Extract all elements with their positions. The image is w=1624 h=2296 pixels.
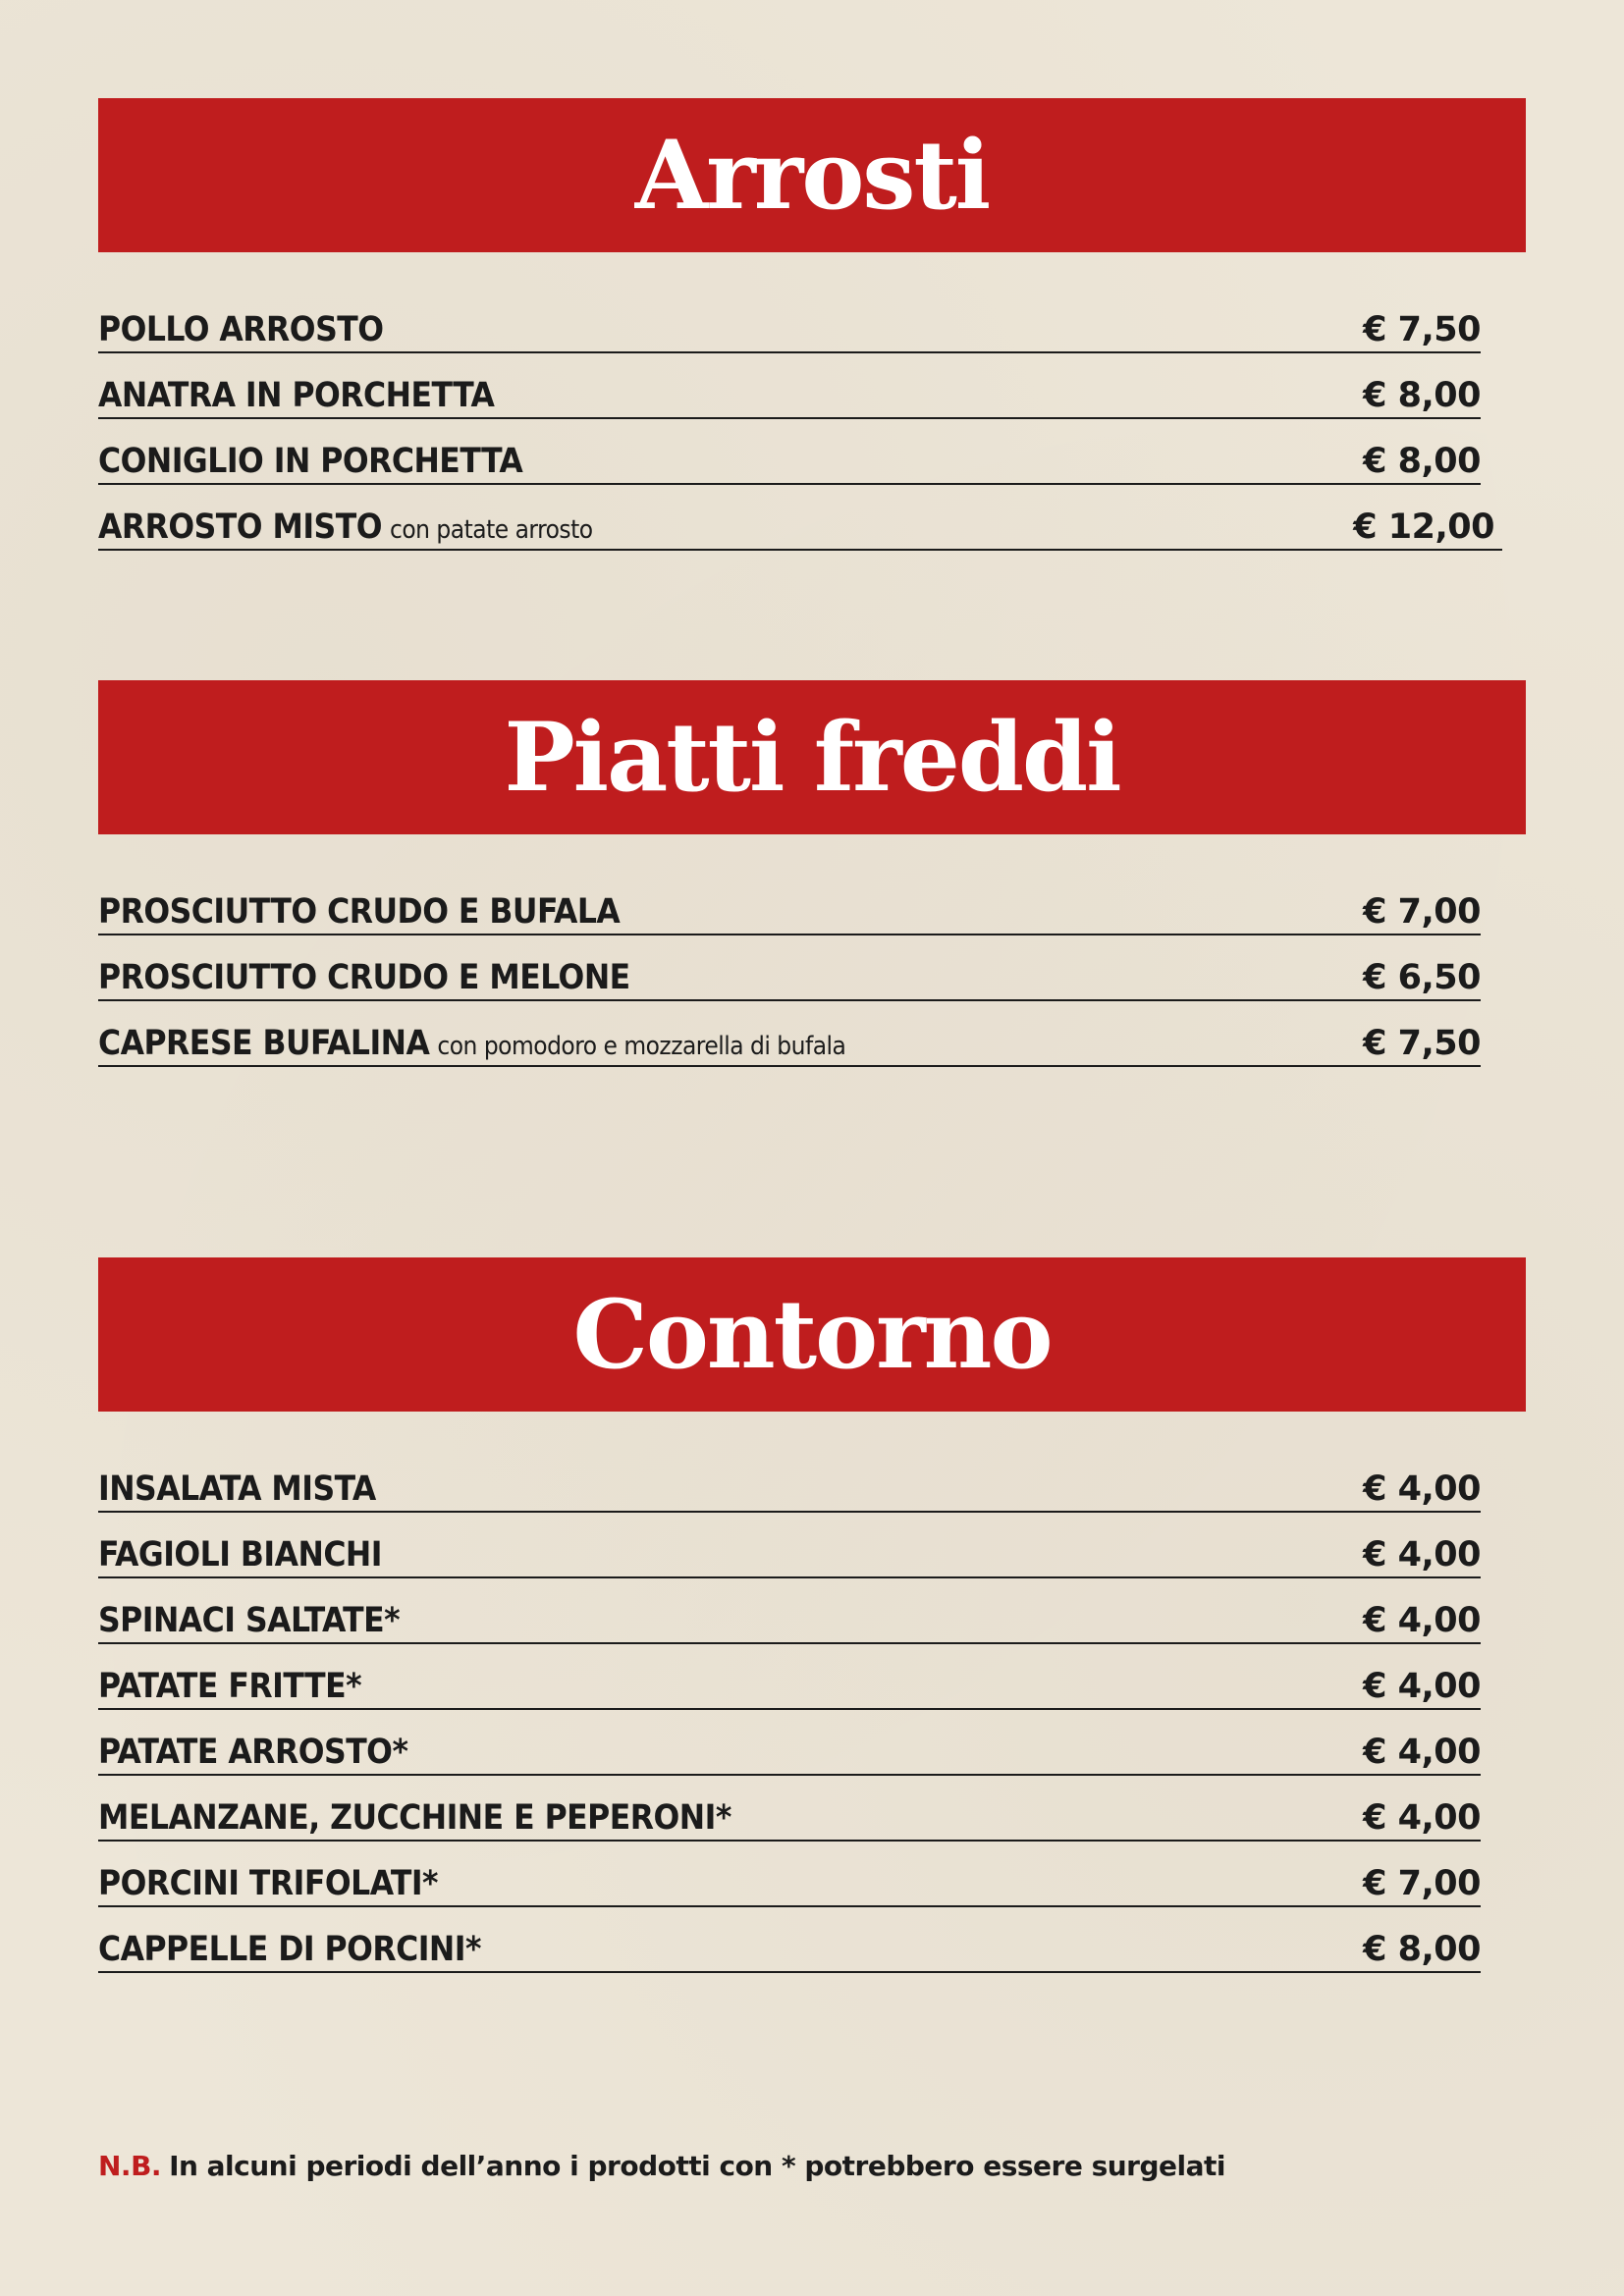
item-underline (98, 483, 1481, 485)
item-note: con patate arrosto (389, 515, 593, 545)
item-price: € 8,00 (1363, 442, 1481, 481)
menu-item (98, 937, 1502, 1003)
item-name: FAGIOLI BIANCHI (98, 1535, 382, 1575)
item-underline (98, 1971, 1481, 1973)
item-price: € 4,00 (1363, 1733, 1481, 1772)
item-name: PATATE FRITTE* (98, 1667, 362, 1706)
menu-item (98, 1778, 1502, 1843)
item-underline (98, 999, 1481, 1001)
menu-item (98, 1646, 1502, 1712)
menu-item (98, 1580, 1502, 1646)
item-name: CAPPELLE DI PORCINI* (98, 1930, 481, 1969)
menu-item (98, 1712, 1502, 1778)
item-name: PROSCIUTTO CRUDO E MELONE (98, 958, 630, 997)
item-price: € 7,50 (1363, 1024, 1481, 1063)
item-name: MELANZANE, ZUCCHINE E PEPERONI* (98, 1798, 731, 1838)
item-name: ANATRA IN PORCHETTA (98, 376, 495, 415)
menu-item (98, 487, 1502, 553)
item-price: € 6,50 (1363, 958, 1481, 997)
menu-item (98, 290, 1502, 355)
item-price: € 4,00 (1363, 1469, 1481, 1509)
menu-item (98, 1843, 1502, 1909)
item-name: PATATE ARROSTO* (98, 1733, 408, 1772)
item-name: CONIGLIO IN PORCHETTA (98, 442, 523, 481)
item-underline (98, 1840, 1481, 1842)
item-underline (98, 1708, 1481, 1710)
item-name: ARROSTO MISTO con patate arrosto (98, 507, 593, 547)
item-price: € 7,00 (1363, 1864, 1481, 1903)
section-title: Arrosti (634, 119, 990, 231)
menu-item (98, 872, 1502, 937)
item-price: € 12,00 (1353, 507, 1494, 547)
section-title: Contorno (572, 1278, 1052, 1390)
item-underline (98, 417, 1481, 419)
item-price: € 7,00 (1363, 892, 1481, 932)
item-underline (98, 1065, 1481, 1067)
menu-list (98, 872, 1502, 1069)
menu-item (98, 1449, 1502, 1515)
section-banner (98, 1257, 1526, 1412)
menu-list (98, 1449, 1502, 1975)
item-name: PROSCIUTTO CRUDO E BUFALA (98, 892, 621, 932)
menu-item (98, 1515, 1502, 1580)
item-underline (98, 934, 1481, 935)
section-title: Piatti freddi (504, 701, 1120, 813)
item-name: SPINACI SALTATE* (98, 1601, 401, 1640)
item-name: PORCINI TRIFOLATI* (98, 1864, 438, 1903)
item-underline (98, 1642, 1481, 1644)
item-price: € 8,00 (1363, 1930, 1481, 1969)
item-price: € 7,50 (1363, 310, 1481, 349)
section-contorno (98, 1257, 1526, 1975)
item-underline (98, 1576, 1481, 1578)
item-underline (98, 1905, 1481, 1907)
item-name: INSALATA MISTA (98, 1469, 376, 1509)
item-underline (98, 1511, 1481, 1513)
menu-list (98, 290, 1502, 553)
section-banner (98, 680, 1526, 834)
item-price: € 4,00 (1363, 1535, 1481, 1575)
item-name: CAPRESE BUFALINA con pomodoro e mozzarella di bufala (98, 1024, 846, 1063)
item-name: POLLO ARROSTO (98, 310, 384, 349)
menu-item (98, 421, 1502, 487)
menu-item (98, 355, 1502, 421)
menu-item (98, 1003, 1502, 1069)
item-price: € 4,00 (1363, 1667, 1481, 1706)
menu-item (98, 1909, 1502, 1975)
item-underline (98, 549, 1502, 551)
item-underline (98, 1774, 1481, 1776)
item-note: con pomodoro e mozzarella di bufala (437, 1032, 846, 1061)
section-banner (98, 98, 1526, 252)
item-price: € 4,00 (1363, 1798, 1481, 1838)
footnote-label: N.B. (98, 2150, 162, 2182)
item-price: € 4,00 (1363, 1601, 1481, 1640)
footnote-text: In alcuni periodi dell’anno i prodotti con * potrebbero essere surgelati (169, 2150, 1225, 2182)
item-underline (98, 351, 1481, 353)
item-price: € 8,00 (1363, 376, 1481, 415)
section-arrosti (98, 98, 1526, 553)
footnote (98, 2150, 1225, 2182)
section-piatti-freddi (98, 680, 1526, 1069)
